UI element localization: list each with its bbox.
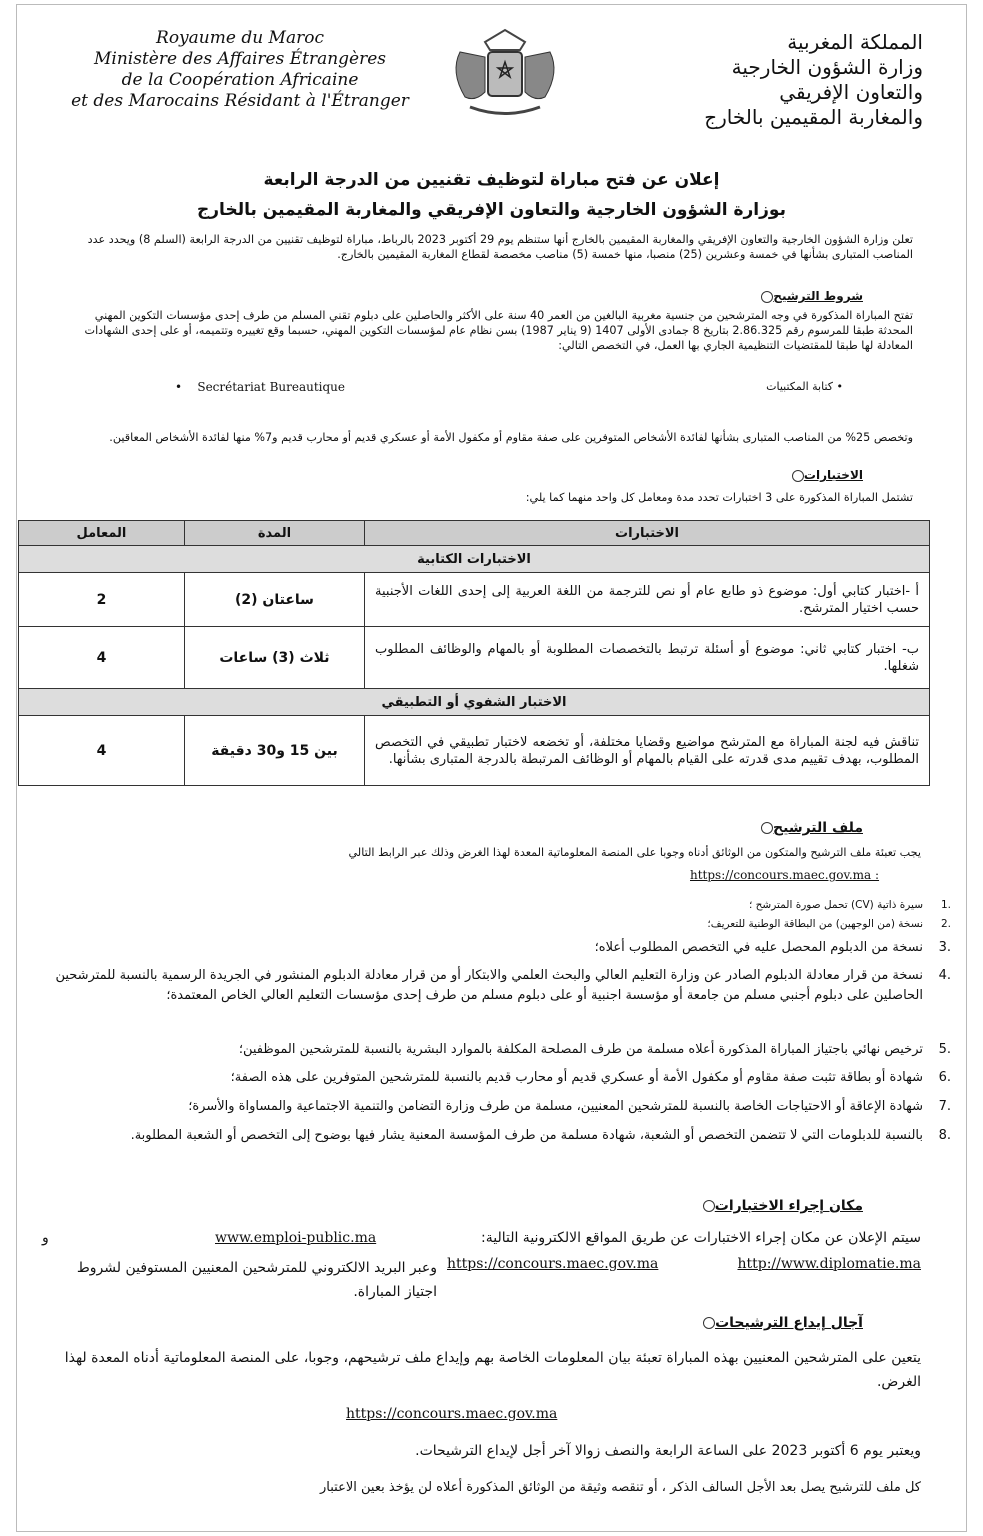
file-heading bbox=[753, 820, 863, 836]
exam-duration: بين 15 و30 دقيقة bbox=[184, 716, 364, 786]
conditions-paragraph: تفتح المباراة المذكورة في وجه المترشحين من جنسية مغربية البالغين من العمر 40 سنة على الأكثر والحاصلين على دبلوم تقني المسلم من طرف إحدى مؤسسات التكوين المهني المحدثة طبقا للمرسوم رقم 2.86.325 بتاريخ 8 جمادى الأولى 1407 (9 يناير 1987) بسن نظام عام لمؤسسات التكوين المهني، حسبما وقع تغييره وتتميمه، أو على إحدى الشهادات المعادلة لها طبقا للمقتضيات التنظيمية الجاري بها العمل، في التخصص التالي: bbox=[84, 309, 913, 352]
list-item bbox=[40, 938, 951, 958]
quota-paragraph: وتخصص 25% من المناصب المتبارى بشأنها لفائدة الأشخاص المتوفرين على صفة مقاوم أو مكفول الأمة أو عسكري قديم أو محارب قديم و7% منها لفائدة الأشخاص المعاقين. bbox=[109, 431, 913, 444]
deadline-paragraph: يتعين على المترشحين المعنيين بهذه المباراة تعبئة بيان المعلومات الخاصة بهم وإيداع ملف ترشيحهم، وجوبا، على المنصة المعلوماتية أدناه المعدة لهذا الغرض. bbox=[64, 1350, 921, 1390]
exam-description: أ -اختبار كتابي أول: موضوع ذو طابع عام أو نص للترجمة من اللغة العربية إلى إحدى اللغات الأجنبية حسب اختيار المترشح. bbox=[365, 573, 930, 627]
deadline-platform-link[interactable]: https://concours.maec.gov.ma bbox=[346, 1406, 558, 1422]
item-number: 2. bbox=[940, 918, 951, 930]
specialty-fr: Secrétariat Bureautique bbox=[197, 380, 346, 394]
item-text: ترخيص نهائي باجتياز المباراة المذكورة أعلاه مسلمة من طرف المصلحة المكلفة بالموارد البشرية بالنسبة للمترشحين الموظفين؛ bbox=[238, 1042, 923, 1057]
circle-bullet-icon bbox=[761, 822, 773, 834]
item-text: بالنسبة للدبلومات التي لا تتضمن التخصص أو الشعبة، شهادة مسلمة من طرف المؤسسة المعنية يشار فيها بوضوح إلى التخصص أو الشعبة المطلوبة. bbox=[130, 1128, 923, 1143]
header-fr-line: Royaume du Maroc bbox=[156, 28, 324, 48]
exam-duration: ثلاث (3) ساعات bbox=[184, 627, 364, 689]
item-number: 7. bbox=[938, 1099, 951, 1114]
item-number: 3. bbox=[938, 940, 951, 955]
deadline-heading-label: آجال إيداع الترشيحات bbox=[715, 1315, 863, 1331]
exam-description: تناقش فيه لجنة المباراة مع المترشح مواضيع وقضايا مختلفة، أو تخضعه لاختبار تطبيقي في التخصص المطلوب، بهدف تقييم مدى قدرته على القيام بالمهام أو الوظائف المرتبطة بالدرجة المتبارى بشأنها. bbox=[365, 716, 930, 786]
exam-coefficient: 2 bbox=[19, 573, 185, 627]
header-fr-line: et des Marocains Résidant à l'Étranger bbox=[71, 91, 409, 111]
file-paragraph: يجب تعبئة ملف الترشيح والمتكون من الوثائق أدناه وجوبا على المنصة المعلوماتية المعدة لهذا الغرض وذلك عبر الرابط التالي bbox=[348, 846, 921, 859]
item-number: 5. bbox=[938, 1042, 951, 1057]
exam-description: ب- اختبار كتابي ثاني: موضوع أو أسئلة ترتبط بالتخصصات المطلوبة أو بالمهام والوظائف المطلوب شغلها. bbox=[365, 627, 930, 689]
specialty-fr-item: • Secrétariat Bureautique bbox=[175, 380, 346, 394]
circle-bullet-icon bbox=[703, 1200, 715, 1212]
col-duration-header: المدة bbox=[184, 521, 364, 546]
item-text: نسخة من قرار معادلة الدبلوم الصادر عن وزارة التعليم العالي والبحث العلمي والابتكار أو من قرار معادلة الدبلوم المنشور في الجريدة الرسمية بالنسبة للمترشحين الحاصلين على دبلوم أجنبي مسلم من جامعة أو مؤسسة اجنبية أو على دبلوم مسلم من طرف إحدى مؤسسات التعليم العالي الخاص المعتمدة؛ bbox=[55, 968, 923, 1003]
header-french bbox=[60, 28, 420, 112]
item-number: 8. bbox=[938, 1128, 951, 1143]
header-arabic bbox=[623, 30, 923, 130]
circle-bullet-icon bbox=[792, 470, 804, 482]
written-section-row bbox=[19, 546, 930, 573]
oral-section-title: الاختبار الشفوي أو التطبيقي bbox=[19, 689, 930, 716]
header-ar-line: والتعاون الإفريقي bbox=[779, 80, 923, 104]
circle-bullet-icon bbox=[703, 1317, 715, 1329]
table-row bbox=[19, 716, 930, 786]
file-platform-link[interactable]: https://concours.maec.gov.ma : bbox=[690, 868, 880, 882]
place-heading-label: مكان إجراء الاختبارات bbox=[714, 1198, 863, 1214]
header-fr-line: de la Coopération Africaine bbox=[121, 70, 359, 90]
specialty-ar: كتابة المكتبيات bbox=[766, 380, 833, 393]
conditions-heading bbox=[753, 289, 863, 303]
emploi-public-link[interactable]: www.emploi-public.ma bbox=[215, 1230, 377, 1246]
list-item bbox=[40, 895, 951, 915]
item-number: 6. bbox=[938, 1070, 951, 1085]
item-text: نسخة (من الوجهين) من البطاقة الوطنية للتعريف؛ bbox=[707, 918, 923, 930]
conditions-heading-label: شروط الترشيح bbox=[773, 289, 863, 303]
file-heading-label: ملف الترشيح bbox=[773, 820, 863, 836]
place-heading bbox=[695, 1198, 863, 1214]
exam-coefficient: 4 bbox=[19, 716, 185, 786]
announcement-subtitle: بوزارة الشؤون الخارجية والتعاون الإفريقي والمغاربة المقيمين بالخارج bbox=[197, 200, 786, 220]
exams-table-header bbox=[19, 521, 930, 546]
col-exam-header: الاختبارات bbox=[365, 521, 930, 546]
list-item bbox=[40, 1040, 951, 1060]
specialty-ar-item: • كتابة المكتبيات bbox=[766, 380, 843, 393]
concours-link[interactable]: https://concours.maec.gov.ma bbox=[447, 1256, 659, 1272]
exams-heading-label: الاختبارات bbox=[803, 468, 863, 482]
list-item bbox=[40, 1097, 951, 1117]
place-text2: وعبر البريد الالكتروني للمترشحين المعنيين المستوفين لشروط اجتياز المباراة. bbox=[76, 1260, 437, 1300]
deadline-heading bbox=[695, 1315, 863, 1331]
place-text1: سيتم الإعلان عن مكان إجراء الاختبارات عن طريق المواقع الالكترونية التالية: bbox=[481, 1230, 921, 1246]
item-number: 1. bbox=[940, 899, 951, 911]
final-notice: كل ملف للترشيح يصل بعد الأجل السالف الذكر ، أو تنقصه وثيقة من الوثائق المذكورة أعلاه لن يؤخذ بعين الاعتبار bbox=[320, 1480, 921, 1495]
announcement-title: إعلان عن فتح مباراة لتوظيف تقنيين من الدرجة الرابعة bbox=[263, 170, 720, 190]
item-text: سيرة ذاتية (CV) تحمل صورة المترشح ؛ bbox=[748, 899, 923, 911]
exam-duration: ساعتان (2) bbox=[184, 573, 364, 627]
oral-section-row bbox=[19, 689, 930, 716]
header-ar-line: المملكة المغربية bbox=[787, 30, 923, 54]
header-ar-line: وزارة الشؤون الخارجية bbox=[731, 55, 923, 79]
header-fr-line: Ministère des Affaires Étrangères bbox=[93, 49, 387, 69]
intro-paragraph: تعلن وزارة الشؤون الخارجية والتعاون الإفريقي والمغاربة المقيمين بالخارج أنها ستنظم يوم 29 أكتوبر 2023 بالرباط، مباراة لتوظيف تقنيين من الدرجة الرابعة (السلم 8) ويحدد عدد المناصب المتبارى بشأنها في خمسة وعشرين (25) منصبا، منها خمسة (5) مناصب مخصصة لقطاع المغاربة المقيمين بالخارج. bbox=[87, 233, 913, 261]
list-item bbox=[40, 966, 951, 1006]
deadline-date-line: ويعتبر يوم 6 أكتوبر 2023 على الساعة الرابعة والنصف زوالا آخر أجل لإيداع الترشيحات. bbox=[415, 1443, 921, 1459]
written-section-title: الاختبارات الكتابية bbox=[19, 546, 930, 573]
diplomatie-link[interactable]: http://www.diplomatie.ma bbox=[737, 1256, 921, 1272]
and-word: و bbox=[42, 1230, 49, 1246]
exams-table bbox=[18, 520, 930, 786]
col-coef-header: المعامل bbox=[19, 521, 185, 546]
list-item bbox=[40, 1126, 951, 1146]
list-item bbox=[40, 1068, 951, 1088]
item-text: شهادة أو بطاقة تثبت صفة مقاوم أو مكفول الأمة أو عسكري قديم أو محارب قديم بالنسبة للمترشحين المتوفرين على هذه الصفة؛ bbox=[230, 1070, 923, 1085]
exams-intro: تشتمل المباراة المذكورة على 3 اختبارات تحدد مدة ومعامل كل واحد منهما كما يلي: bbox=[525, 491, 913, 504]
table-row bbox=[19, 573, 930, 627]
header-ar-line: والمغاربة المقيمين بالخارج bbox=[704, 105, 923, 129]
table-row bbox=[19, 627, 930, 689]
circle-bullet-icon bbox=[761, 291, 773, 303]
item-text: نسخة من الدبلوم المحصل عليه في التخصص المطلوب أعلاه؛ bbox=[594, 940, 923, 955]
item-number: 4. bbox=[938, 968, 951, 983]
list-item bbox=[40, 914, 951, 934]
item-text: شهادة الإعاقة أو الاحتياجات الخاصة بالنسبة للمترشحين المعنيين، مسلمة من طرف وزارة التضامن والتنمية الاجتماعية والمساواة والأسرة؛ bbox=[188, 1099, 923, 1114]
exams-heading bbox=[784, 468, 863, 482]
exam-coefficient: 4 bbox=[19, 627, 185, 689]
coat-of-arms-emblem bbox=[440, 22, 570, 122]
